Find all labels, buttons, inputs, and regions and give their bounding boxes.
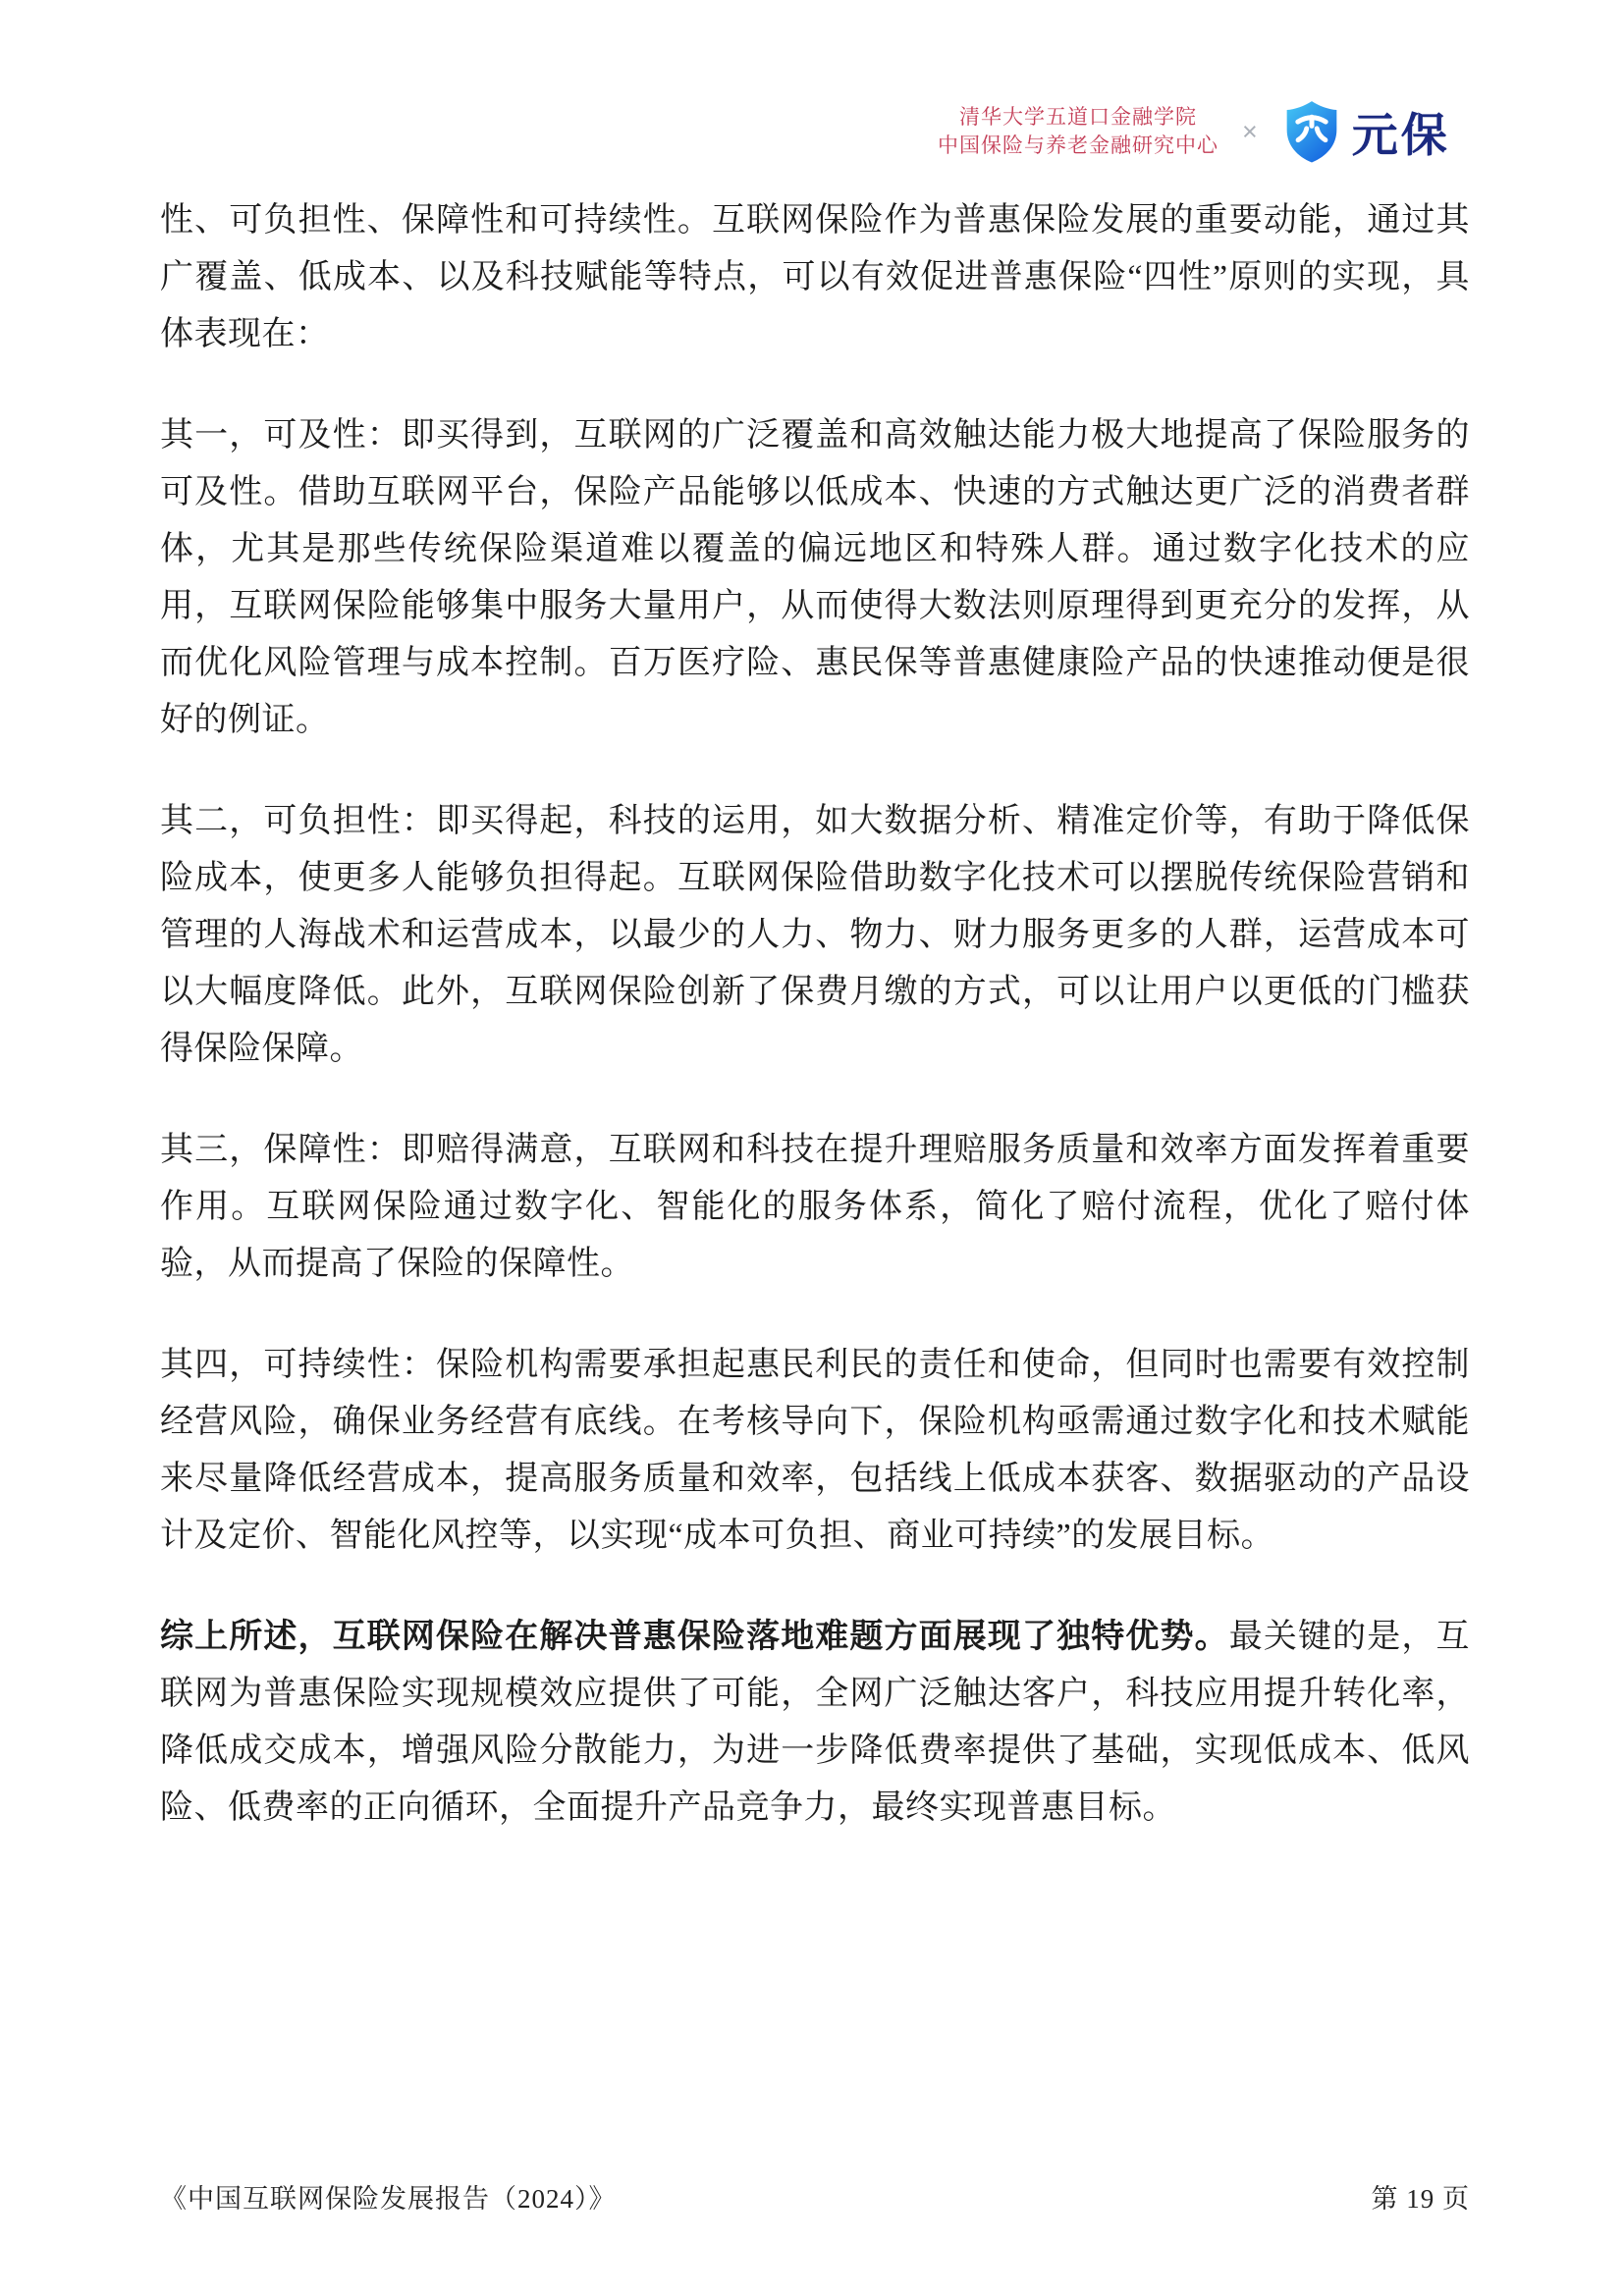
org-name-line2: 中国保险与养老金融研究中心 [938, 134, 1218, 157]
tsinghua-pbcsf-org-block [938, 103, 1218, 160]
conclusion-bold-lead: 综上所述，互联网保险在解决普惠保险落地难题方面展现了独特优势。 [160, 1619, 1229, 1655]
footer-page-number: 第 19 页 [1371, 2184, 1470, 2214]
collaboration-x-separator: × [1242, 116, 1258, 146]
yuanbao-shield-icon [1281, 98, 1342, 165]
paragraph-protection: 其三，保障性：即赔得满意，互联网和科技在提升理赔服务质量和效率方面发挥着重要作用。互联网保险通过数字化、智能化的服务体系，简化了赔付流程，优化了赔付体验，从而提高了保险的保障性。 [160, 1132, 1470, 1282]
yuanbao-logo-wordmark: 元保 [1351, 108, 1450, 161]
paragraph-conclusion [160, 1609, 1470, 1837]
paragraph-affordability: 其二，可负担性：即买得起，科技的运用，如大数据分析、精准定价等，有助于降低保险成本，使更多人能够负担得起。互联网保险借助数字化技术可以摆脱传统保险营销和管理的人海战术和运营成本，以最少的人力、物力、财力服务更多的人群，运营成本可以大幅度降低。此外，互联网保险创新了保费月缴的方式，可以让用户以更低的门槛获得保险保障。 [160, 803, 1470, 1067]
page-footer [160, 2177, 1470, 2216]
org-name-line1: 清华大学五道口金融学院 [959, 106, 1197, 129]
paragraph-four-principles-intro: 性、可负担性、保障性和可持续性。互联网保险作为普惠保险发展的重要动能，通过其广覆盖、低成本、以及科技赋能等特点，可以有效促进普惠保险“四性”原则的实现，具体表现在： [160, 202, 1470, 352]
page-header [938, 98, 1450, 165]
conclusion-rest: 最关键的是，互联网为普惠保险实现规模效应提供了可能，全网广泛触达客户，科技应用提升转化率，降低成交成本，增强风险分散能力，为进一步降低费率提供了基础，实现低成本、低风险、低费率的正向循环，全面提升产品竞争力，最终实现普惠目标。 [160, 1619, 1471, 1826]
footer-report-title: 《中国互联网保险发展报告（2024）》 [160, 2184, 617, 2214]
paragraph-accessibility: 其一，可及性：即买得到，互联网的广泛覆盖和高效触达能力极大地提高了保险服务的可及性。借助互联网平台，保险产品能够以低成本、快速的方式触达更广泛的消费者群体，尤其是那些传统保险渠道难以覆盖的偏远地区和特殊人群。通过数字化技术的应用，互联网保险能够集中服务大量用户，从而使得大数法则原理得到更充分的发挥，从而优化风险管理与成本控制。百万医疗险、惠民保等普惠健康险产品的快速推动便是很好的例证。 [160, 417, 1470, 738]
document-body [160, 192, 1470, 1837]
paragraph-sustainability: 其四，可持续性：保险机构需要承担起惠民利民的责任和使命，但同时也需要有效控制经营风险，确保业务经营有底线。在考核导向下，保险机构亟需通过数字化和技术赋能来尽量降低经营成本，提高服务质量和效率，包括线上低成本获客、数据驱动的产品设计及定价、智能化风控等，以实现“成本可负担、商业可持续”的发展目标。 [160, 1347, 1470, 1554]
yuanbao-logo [1281, 98, 1450, 165]
